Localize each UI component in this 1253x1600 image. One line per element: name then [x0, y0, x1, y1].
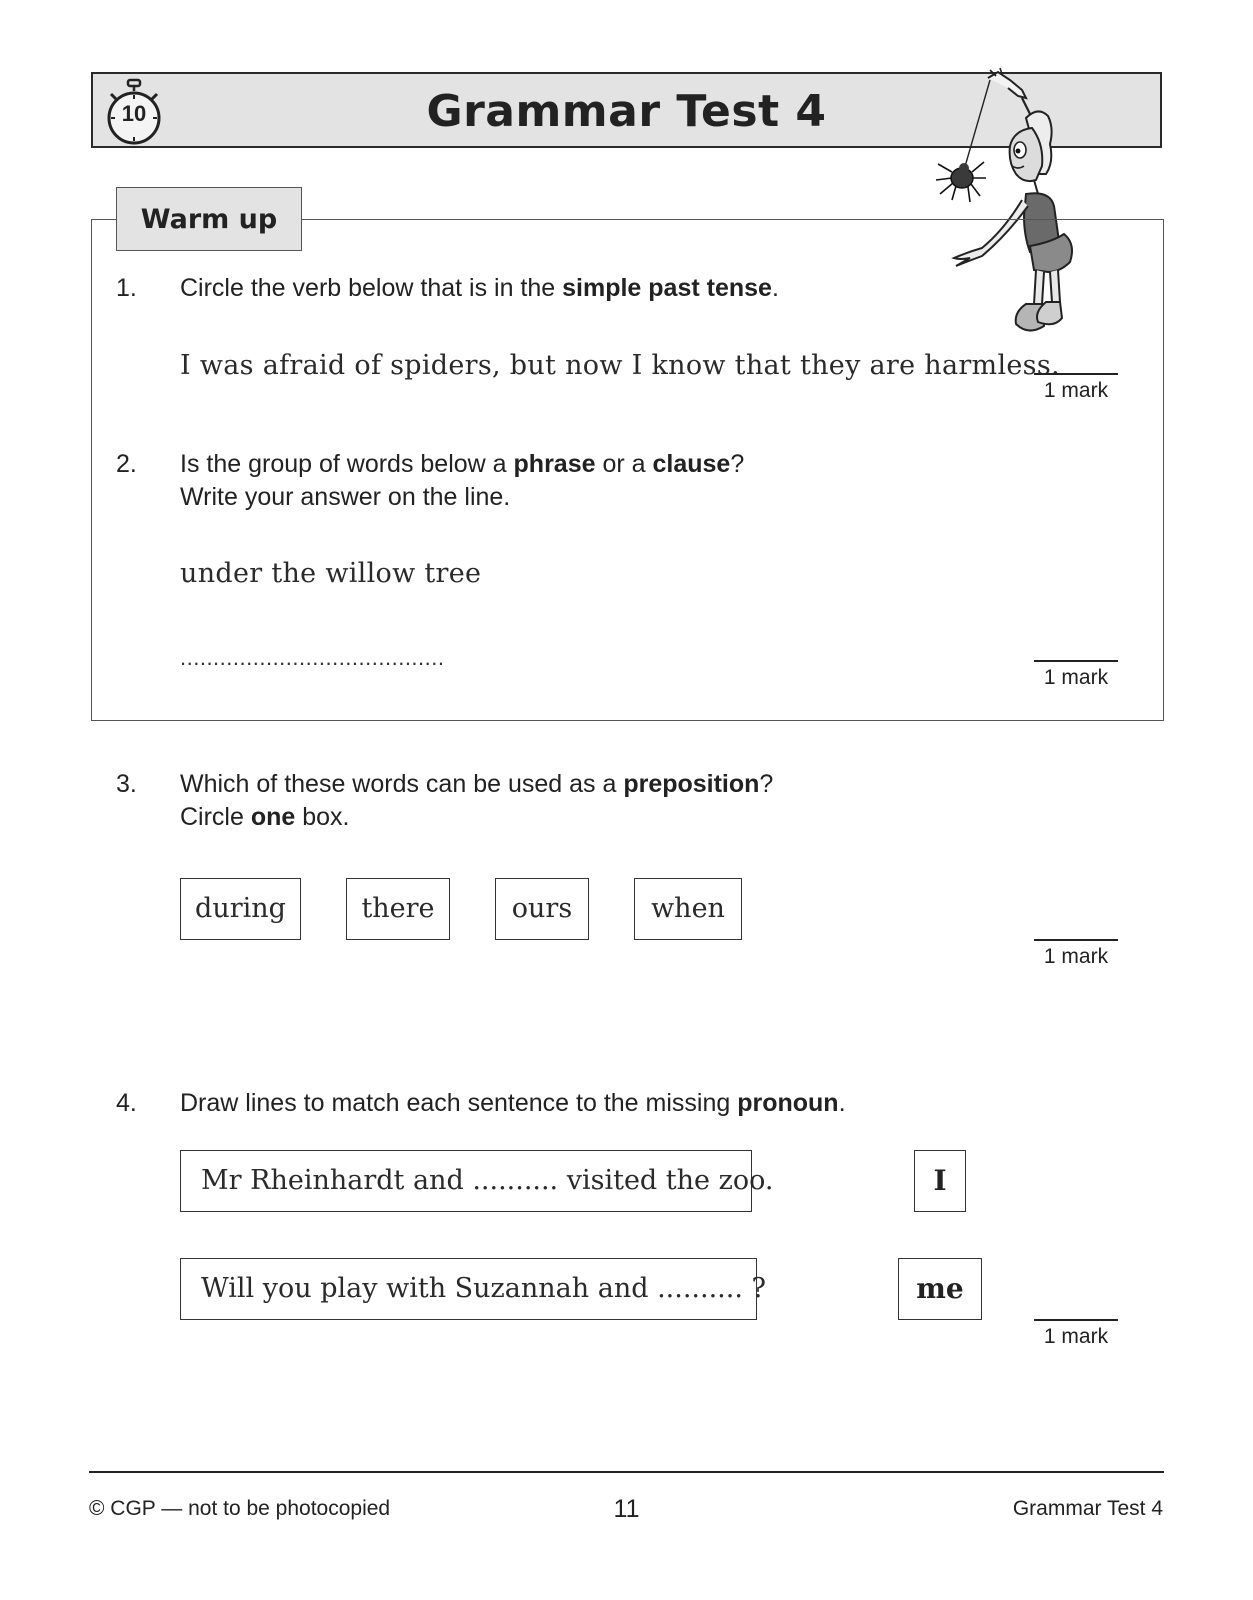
q1-bold-term: simple past tense — [562, 274, 772, 302]
q1-text-part: Circle the verb below that is in the — [180, 274, 563, 302]
q3-text-part: Which of these words can be used as a — [180, 770, 624, 798]
question-4-number: 4. — [116, 1089, 137, 1117]
footer-test-title: Grammar Test 4 — [1012, 1497, 1163, 1520]
option-box-ours[interactable]: ours — [495, 878, 589, 940]
q2-text-part: or a — [595, 450, 653, 478]
question-2-phrase: under the willow tree — [180, 558, 482, 589]
question-3-mark: 1 mark — [1034, 939, 1118, 969]
q2-text-part: Is the group of words below a — [180, 450, 514, 478]
q2-instruction: Write your answer on the line. — [180, 483, 511, 511]
q3-bold-term: preposition — [623, 770, 760, 798]
q4-text-part: Draw lines to match each sentence to the missing — [180, 1089, 738, 1117]
q2-bold-clause: clause — [652, 450, 731, 478]
q1-text-end: . — [771, 274, 779, 302]
warmup-label: Warm up — [116, 187, 302, 251]
sentence-box-1[interactable]: Mr Rheinhardt and .......... visited the zoo. — [180, 1150, 752, 1212]
page-title: Grammar Test 4 — [426, 86, 827, 137]
page-number: 11 — [613, 1495, 640, 1523]
question-4-mark: 1 mark — [1034, 1319, 1118, 1349]
option-box-when[interactable]: when — [634, 878, 742, 940]
q3-text-part: Circle — [180, 803, 251, 831]
question-1-number: 1. — [116, 274, 137, 302]
q4-bold-term: pronoun — [737, 1089, 839, 1117]
question-1-prompt — [180, 272, 779, 305]
q3-text-end: box. — [295, 803, 350, 831]
question-3-number: 3. — [116, 770, 137, 798]
q2-text-end: ? — [730, 450, 745, 478]
question-2-answer-line[interactable]: ........................................ — [180, 645, 445, 670]
question-4-prompt — [180, 1087, 846, 1120]
sentence-box-2[interactable]: Will you play with Suzannah and .......... ? — [180, 1258, 757, 1320]
option-box-during[interactable]: during — [180, 878, 301, 940]
question-1-mark: 1 mark — [1034, 373, 1118, 403]
q3-text-end: ? — [759, 770, 774, 798]
q4-text-end: . — [838, 1089, 846, 1117]
pronoun-box-me[interactable]: me — [898, 1258, 982, 1320]
footer-copyright: © CGP — not to be photocopied — [89, 1497, 391, 1520]
timer-minutes: 10 — [121, 101, 147, 126]
question-3-prompt — [180, 768, 773, 834]
option-box-there[interactable]: there — [346, 878, 450, 940]
pronoun-box-i[interactable]: I — [914, 1150, 966, 1212]
question-2-mark: 1 mark — [1034, 660, 1118, 690]
q3-bold-one: one — [250, 803, 296, 831]
stopwatch-icon — [101, 78, 167, 146]
footer-divider — [89, 1471, 1164, 1473]
q2-bold-phrase: phrase — [513, 450, 596, 478]
question-2-prompt — [180, 448, 744, 514]
question-2-number: 2. — [116, 450, 137, 478]
question-1-sentence[interactable]: I was afraid of spiders, but now I know that they are harmless. — [180, 350, 1060, 381]
